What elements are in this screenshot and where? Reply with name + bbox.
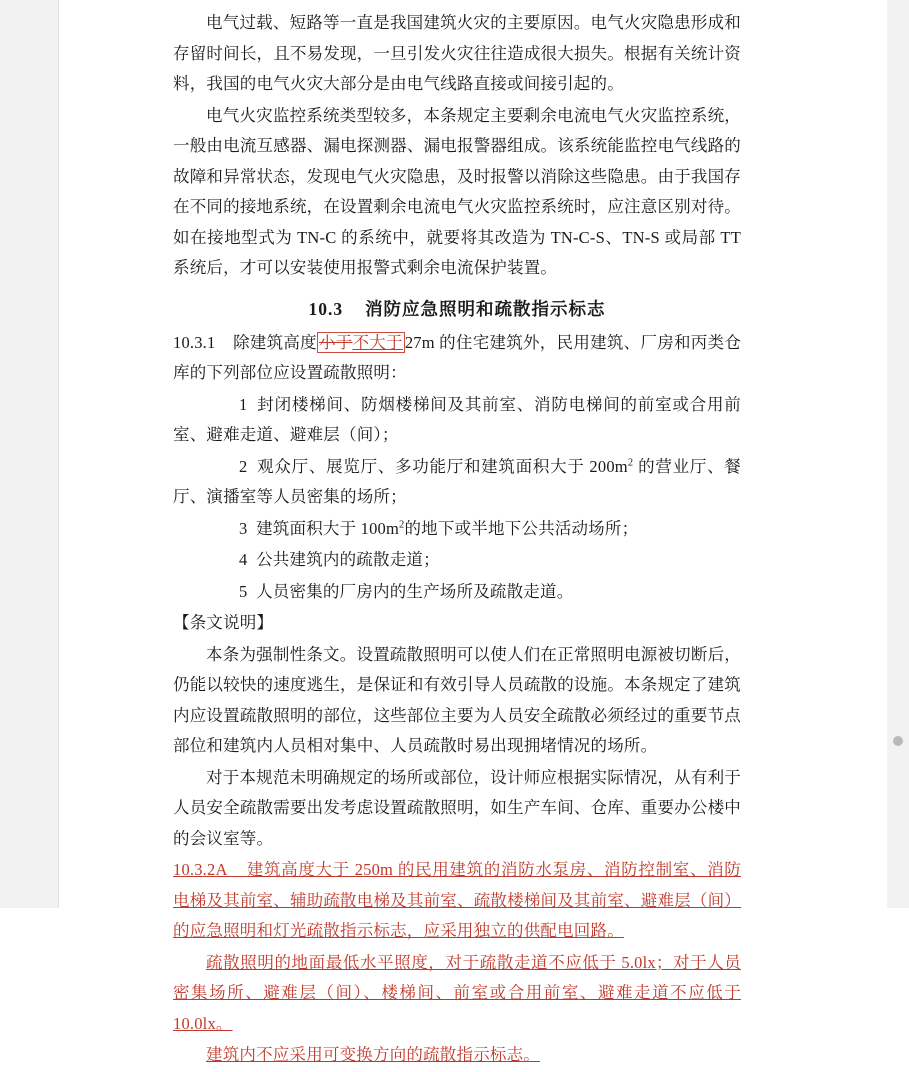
list-item-text: 公共建筑内的疏散走道； — [256, 550, 440, 569]
list-item — [173, 390, 741, 451]
clause-lead-after: 27m 的住宅建筑外，民用建筑、厂房和丙类仓库的下列部位应设置疏散照明： — [173, 332, 742, 382]
list-item-text: 封闭楼梯间、防烟楼梯间及其前室、消防电梯间的前室或合用前室、避难走道、避难层（间）； — [173, 394, 741, 444]
superscript: 2 — [399, 519, 405, 530]
paragraph-electrical-overload: 电气过载、短路等一直是我国建筑火灾的主要原因。电气火灾隐患形成和存留时间长，且不易发现，一旦引发火灾往往造成很大损失。根据有关统计资料，我国的电气火灾大部分是由电气线路直接或间接引起的。 — [173, 13, 741, 93]
explanation-heading: 【条文说明】 — [173, 613, 274, 632]
clause-number: 10.3.2A — [173, 860, 228, 879]
list-item — [173, 577, 741, 608]
clause-number: 10.3.1 — [173, 332, 216, 352]
list-item-number: 3 — [239, 518, 248, 538]
section-heading — [173, 294, 741, 324]
list-item-number: 2 — [239, 456, 248, 476]
right-scroll-rail[interactable] — [886, 0, 909, 908]
list-item — [173, 514, 741, 545]
list-item-number: 5 — [239, 581, 248, 601]
scrollbar-thumb[interactable] — [893, 736, 903, 746]
list-item-text-a: 观众厅、展览厅、多功能厅和建筑面积大于 200m — [257, 456, 628, 476]
explanation-paragraph-1: 本条为强制性条文。设置疏散照明可以使人们在正常照明电源被切断后，仍能以较快的速度逃生，是保证和有效引导人员疏散的设施。本条规定了建筑内应设置疏散照明的部位，这些部位主要为人员安全疏散必须经过的重要节点部位和建筑内人员相对集中、人员疏散时易出现拥堵情况的场所。 — [173, 644, 741, 755]
list-item-text: 人员密集的厂房内的生产场所及疏散走道。 — [256, 581, 574, 601]
section-number: 10.3 — [308, 298, 344, 319]
clause-lead-before: 除建筑高度 — [233, 332, 317, 352]
explanation-paragraph-2: 对于本规范未明确规定的场所或部位，设计师应根据实际情况，从有利于人员安全疏散需要出发考虑设置疏散照明，如生产车间、仓库、重要办公楼中的会议室等。 — [173, 767, 741, 848]
section-title: 消防应急照明和疏散指示标志 — [365, 298, 606, 319]
clause-10-3-2A-paragraph-3: 建筑内不应采用可变换方向的疏散指示标志。 — [206, 1045, 540, 1064]
superscript: 2 — [627, 457, 634, 468]
clause-10-3-1 — [173, 328, 741, 389]
revision-box — [317, 332, 405, 353]
clause-10-3-2A — [173, 855, 741, 947]
clause-10-3-2A-paragraph-2: 疏散照明的地面最低水平照度，对于疏散走道不应低于 5.0lx；对于人员密集场所、避难层（间）、楼梯间、前室或合用前室、避难走道不应低于 10.0lx。 — [173, 952, 741, 1033]
list-item-text-a: 建筑面积大于 100m — [256, 518, 400, 538]
clause-text: 建筑高度大于 250m 的民用建筑的消防水泵房、消防控制室、消防电梯及其前室、辅助疏散电梯及其前室、疏散楼梯间及其前室、避难层（间）的应急照明和灯光疏散指示标志，应采用独立的供配电回路。 — [173, 860, 742, 940]
list-item-text-b: 的营业厅、餐厅、演播室等人员密集的场所； — [173, 456, 741, 506]
struck-text: 小于 — [318, 332, 353, 352]
list-item-number: 4 — [239, 550, 248, 569]
paragraph-monitoring-system: 电气火灾监控系统类型较多，本条规定主要剩余电流电气火灾监控系统，一般由电流互感器、漏电探测器、漏电报警器组成。该系统能监控电气线路的故障和异常状态，发现电气火灾隐患，及时报警以消除这些隐患。由于我国存在不同的接地系统，在设置剩余电流电气火灾监控系统时，应注意区别对待。如在接地型式为 TN-C 的系统中，就要将其改造为 TN-C-S、TN-S 或局部 TT 系统后，才可以安装使用报警式剩余电流保护装置。 — [173, 105, 741, 277]
list-item-text-b: 的地下或半地下公共活动场所； — [404, 518, 639, 538]
document-text-column — [173, 8, 741, 1072]
inserted-text: 不大于 — [352, 332, 403, 352]
document-content — [59, 0, 887, 1064]
list-item-number: 1 — [239, 394, 248, 414]
list-item — [173, 452, 741, 513]
list-item — [173, 545, 741, 576]
left-margin-rail — [0, 0, 59, 908]
